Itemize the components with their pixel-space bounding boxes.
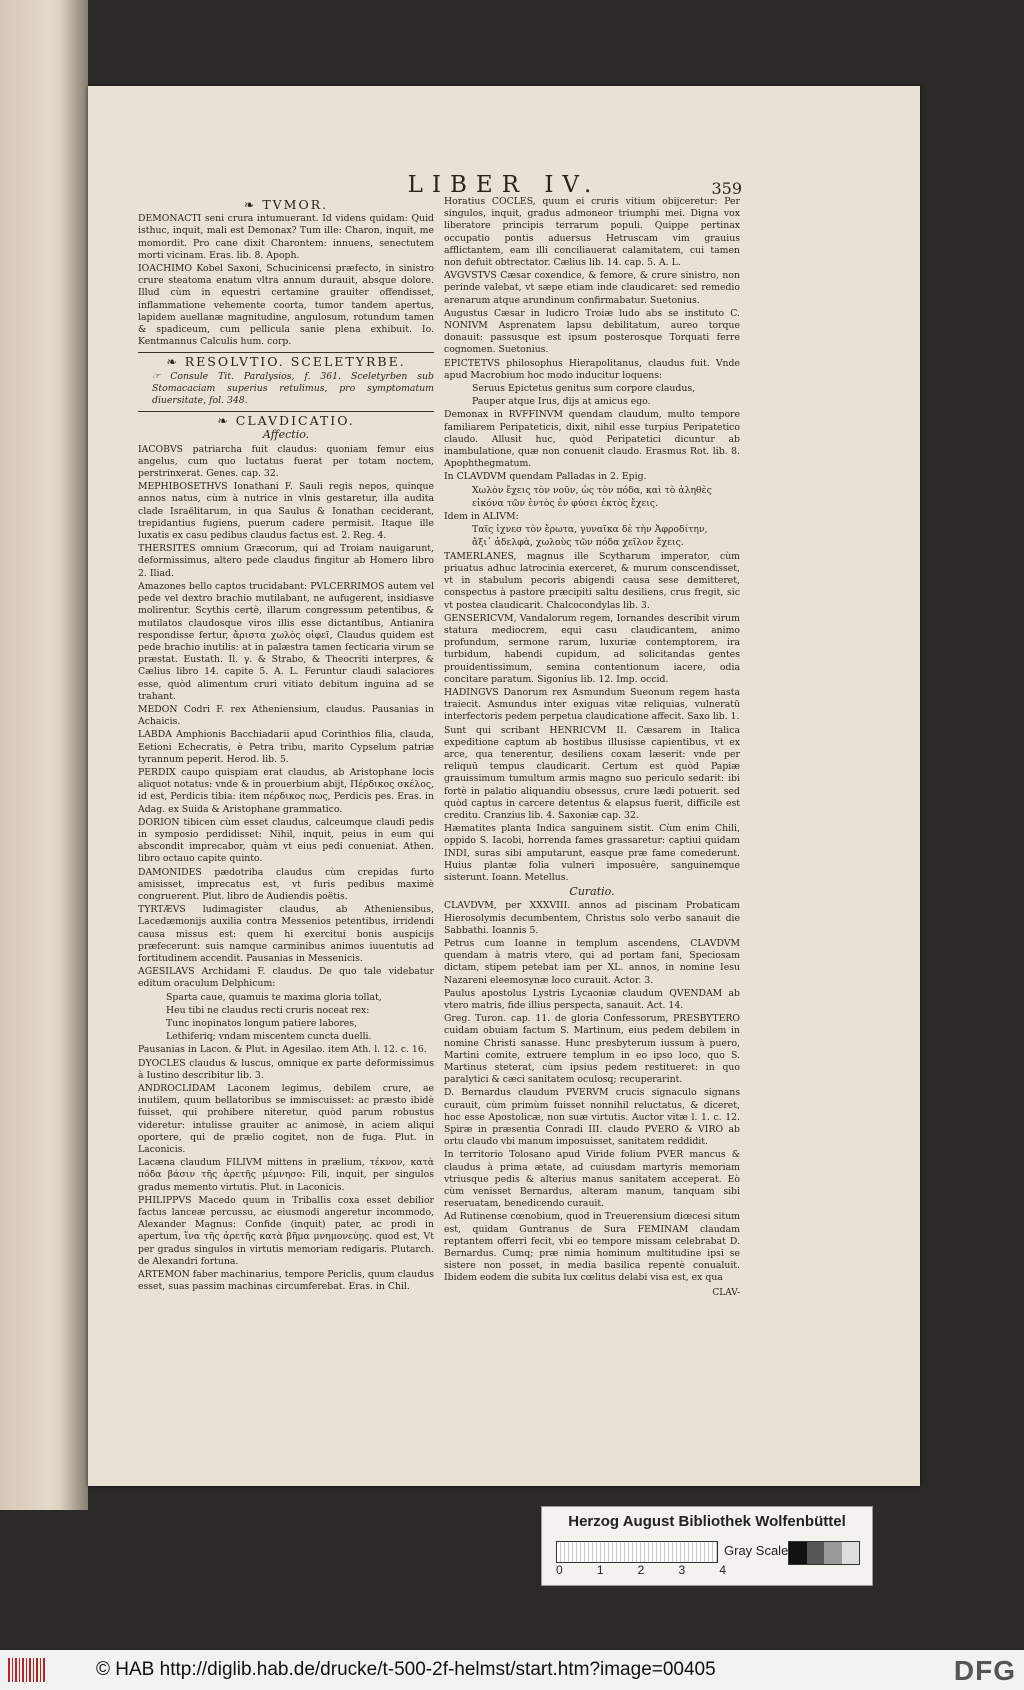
paragraph: DORION tibicen cùm esset claudus, calceumque claudi pedis in symposio perdidisset: Nihil, inquit, peius in eum qui abscondit imprecabor, quàm vt eius pedi conueniat. Athen. libro octauo capite quinto.: [138, 816, 434, 865]
paragraph: Lacæna claudum FILIVM mittens in prælium, τέκνον, κατὰ πόδα βάσιν τῆς ἀρετῆς μέμνησο: Fili, inquit, per singulos gradus memento virtutis. Plut. in Laconicis.: [138, 1157, 434, 1193]
paragraph: Greg. Turon. cap. 11. de gloria Confessorum, PRESBYTERO cuidam obuiam factum S. Martinum, eius pedem debilem in nomine Christi sanasse. Hunc presbyterum iussum à puero, Martini comite, extruere templum in eo ipso loco, quo S. Martinus steterat, cùm ipsius pedem restitueret: in quo paralytici & cæci sanitatem oculosq; recuperarint.: [444, 1013, 740, 1086]
paragraph: In CLAVDVM quendam Palladas in 2. Epig.: [444, 471, 647, 483]
paragraph: THERSITES omnium Græcorum, qui ad Troiam nauigarunt, deformissimus, altero pede claudus fingitur ab Homero libro 2. Iliad.: [138, 543, 434, 579]
scale-tick: 2: [637, 1563, 645, 1577]
left-column: [138, 196, 434, 1294]
paragraph: Augustus Cæsar in ludicro Troiæ ludo abs se instituto C. NONIVM Asprenatem lapsu debilitatum, aureo torque donauit: passusque est ipsum posterosque Torquati ferre cognomen. Suetonius.: [444, 307, 740, 356]
paragraph: TAMERLANES, magnus ille Scytharum imperator, cùm priuatus adhuc latrocinia exerceret, & murum conscendisset, vt in stabulum pecoris abigendi causa sese demitteret, conspectus à pastore præcipiti saltu desiliens, crus fregit, sic vt postea claudicarit. Chalcocondylas lib. 3.: [444, 550, 740, 611]
paragraph: D. Bernardus claudum PVERVM crucis signaculo signans curauit, cùm primùm fuisset nonnihil reluctatus, & diceret, hoc esse Apostolicæ, non suæ virtutis. Auctor vitæ l. 1. c. 12. Spiræ in præsentia Conradi III. claudo PVERO & VIRO ab ortu claudo vbi manum imposuisset, sanitatem reddidit.: [444, 1087, 740, 1148]
paragraph: GENSERICVM, Vandalorum regem, Iornandes describit virum statura mediocrem, equi casu claudicantem, animo profundum, sermone rarum, luxuriæ contemptorem, ira turbidum, habendi cupidum, ad solicitandas gentes prouidentissimum, semina contentionum iacere, odia concitare paratum. Sigonius lib. 12. Imp. occid.: [444, 612, 740, 685]
subheading-affectio: Affectio.: [262, 428, 310, 442]
scale-tick: 4: [719, 1563, 726, 1577]
paragraph: Sunt qui scribant HENRICVM II. Cæsarem in Italica expeditione captum ab hostibus illusisse capientibus, vt ex arce, qua tenerentur, desiliens coxam læserit: vnde per reliquū tempus claudicarit. Certum est quòd Papiæ grauissimum tumultum armis magno suo periculo sedarit: ibi fortè in palatio aliquandiu obsessus, crure lædi potuerit. sed quòd captus in carcere detentus & elapsus fuerit, difficile est creditu. Cranzius lib. 4. Saxoniæ cap. 32.: [444, 724, 740, 821]
scale-tick: 1: [596, 1563, 604, 1577]
paragraph: Hæmatites planta Indica sanguinem sistit. Cùm enim Chili, oppido S. Iacobi, horrenda fames grassaretur: captiui quidam INDI, suras sibi amputarunt, easque præ fame comederunt. Huius plantæ folia vulneri imposuêre, sanguinemque sisterunt. Ioann. Metellus.: [444, 823, 740, 883]
scale-ticks: [556, 1563, 726, 1577]
section-heading-resolutio: ❧ RESOLVTIO. SCELETYRBE.: [166, 354, 406, 370]
paragraph: IOACHIMO Kobel Saxoni, Schucinicensi præfecto, in sinistro crure steatoma enatum vltra annum durauit, absque dolore. Illud cùm in equestri certamine grauiter offendisset, inflammatione vehemente coorta, tumor tandem apertus, lapidem auellanæ magnitudine, angulosum, rotundum tamen & spadiceum, cum pellicula sanie plena exhibuit. Io. Kentmannus Calculis hum. corp.: [138, 263, 434, 348]
paragraph: MEDON Codri F. rex Atheniensium, claudus. Pausanias in Achaicis.: [138, 703, 434, 728]
paragraph: PHILIPPVS Macedo quum in Triballis coxa esset debilior factus lanceæ percussu, ac eiusmodi angeretur incommodo, Alexander Magnus: Confide (inquit) pater, ac prodi in apertum, ἵνα τῆς ἀρετῆς κατὰ βῆμα μνημονεύῃς. quod est, Vt per gradus singulos in virtutis memoriam redigaris. Plutarch. de Alexandri fortuna.: [138, 1194, 434, 1267]
barcode-icon: [8, 1658, 46, 1682]
paragraph: EPICTETVS philosophus Hierapolitanus, claudus fuit. Vnde apud Macrobium hoc modo inducitur loquens:: [444, 357, 740, 381]
paragraph: AVGVSTVS Cæsar coxendice, & femore, & crure sinistro, non perinde valebat, vt sæpe etiam inde claudicaret: sed remedio arenarum atque arundinum confirmabatur. Suetonius.: [444, 270, 740, 306]
scale-tick: 0: [556, 1563, 563, 1577]
library-stamp: [541, 1506, 873, 1586]
divider: [138, 411, 434, 412]
paragraph: Horatius COCLES, quum ei cruris vitium obijceretur: Per singulos, inquit, gradus admoneor triumphi mei. Digna vox liberatore principis terrarum populi. Quippe pertinax occupatio pontis aduersus Hetruscam vim grauius afflictantem, eam illi conciliauerat calamitatem, cui tamen non defuit obtrectator. Cælius lib. 14. cap. 5. A. L.: [444, 196, 740, 269]
paragraph: AGESILAVS Archidami F. claudus. De quo tale videbatur editum oraculum Delphicum:: [138, 966, 434, 990]
paragraph: Paulus apostolus Lystris Lycaoniæ claudum QVENDAM ab vtero matris, fide illius perspecta, sanauit. Act. 14.: [444, 987, 740, 1011]
paragraph: MEPHIBOSETHVS Ionathani F. Sauli regis nepos, quinque annos natus, cùm à nutrice in vlnis gestaretur, illa audita clade Israëlitarum, in qua Saulus & Ionathan ceciderant, trepidantius fugiens, puerum cadere permisit. Itaque ille luxatis ex casu pedibus claudus factus est. 2. Reg. 4.: [138, 481, 434, 542]
scale-tick: 3: [678, 1563, 686, 1577]
library-name: Herzog August Bibliothek Wolfenbüttel: [568, 1513, 846, 1530]
previous-page-edge: [0, 0, 88, 1510]
page-gutter: [60, 0, 88, 1510]
verse-line: Pauper atque Irus, dijs at amicus ego.: [472, 396, 651, 408]
paragraph: LABDA Amphionis Bacchiadarii apud Corinthios filia, clauda, Eetioni Echecratis, è Petra tribu, marito Cypselum patriæ tyrannum peperit. Herod. lib. 5.: [138, 729, 434, 765]
subheading-curatio: Curatio.: [569, 885, 615, 899]
verse-line: Heu tibi ne claudus recti cruris noceat rex:: [166, 1004, 370, 1016]
paragraph: Amazones bello captos trucidabant: PVLCERRIMOS autem vel pede vel dextro brachio mutilabant, ne aufugerent, insidiasve molirentur. Scythis certè, illarum congressum petentibus, & mutilatos claudosque viros illis esse dictantibus, Antianira respondisse fertur, ἄριστα χωλὸς οἰφεῖ, Claudus quidem est pede brachio inutilis: at in palæstra tamen fecticaria virum se præstat. Eustath. Il. γ. & Strabo, & Theocriti interpres, & Cælius libro 14. capite 5. A. L. Feruntur claudi salaciores esse, quòd alimentum cruri vitiato debitum inguina ad se trahant.: [138, 580, 434, 702]
section-heading-tumor: ❧ TVMOR.: [243, 197, 329, 212]
paragraph: TYRTÆVS ludimagister claudus, ab Atheniensibus, Lacedæmonijs auxilia contra Messenios petentibus, irridendi causa missus est: quem hi exercitui bonis auspicijs præfecerunt: suis namque carminibus animos iuuentutis ad fortitudinem accendit. Pausanias in Messenicis.: [138, 904, 434, 964]
paragraph: In territorio Tolosano apud Viride folium PVER mancus & claudus à prima ætate, ad cuiusdam martyris memoriam vtriusque pedis & alterius manus sanitatem acceperat. Eò cùm venisset Bernardus, alteram manum, tanquam sibi reseruatam, benedicendo curauit.: [444, 1149, 740, 1210]
paragraph: DYOCLES claudus & luscus, omnique ex parte deformissimus à Iustino describitur lib. 3.: [138, 1057, 434, 1081]
greek-verse: ἄξι᾽ ἀδελφὰ, χωλοὺς τῶν πόδα χεῖλον ἔχεις.: [472, 537, 684, 549]
paragraph: ANDROCLIDAM Laconem legimus, debilem crure, ae inutilem, quum bellatoribus se immiscuisset: ac præsto ibidè fuisset, qui prohibere niteretur, quòd parum robustus videretur: intulisse grauiter ac animosè, in aciem aliqui oportere, qui de prælio cogitet, non de fuga. Plut. in Laconicis.: [138, 1083, 434, 1156]
paragraph: Pausanias in Lacon. & Plut. in Agesilao. item Ath. l. 12. c. 16.: [138, 1044, 427, 1056]
viewer-footer: [0, 1650, 1024, 1690]
right-column: [444, 196, 740, 1299]
section-heading-claudicatio: ❧ CLAVDICATIO.: [217, 413, 355, 429]
book-page: [88, 86, 920, 1486]
greek-verse: Ταῖς ἰχνεσ τὸν ἔρωτα, γυναῖκα δὲ τὴν Ἀφροδίτην,: [472, 524, 708, 536]
gray-scale-label: Gray Scale: [724, 1543, 789, 1558]
paragraph: DAMONIDES pædotriba claudus cùm crepidas furto amisisset, imprecatus est, vt furis pedibus maximè congruerent. Plut. libro de Audiendis poëtis.: [138, 866, 434, 902]
paragraph: Idem in ALIVM:: [444, 511, 519, 523]
paragraph: Demonax in RVFFINVM quendam claudum, multo tempore familiarem Peripateticis, dixit, nihil esse turpius Peripatetico claudo. Allusit huc, quòd Peripatetici dicuntur ab inambulatione, quæ non conuenit claudo. Erasmus Rot. lib. 8. Apophthegmatum.: [444, 409, 740, 470]
paragraph: HADINGVS Danorum rex Asmundum Sueonum regem hasta traiecit. Asmundus inter exiguas vitæ reliquias, vulneratū interfectoris pedem perpetua claudicatione affecit. Saxo lib. 1.: [444, 686, 740, 723]
dfg-logo: DFG: [953, 1655, 1016, 1686]
paragraph: PERDIX caupo quispiam erat claudus, ab Aristophane locis aliquot notatus: vnde & in prouerbium abijt, Πέρδικος σκέλος, id est, Perdicis tibia: item πέρδικος πως, Perdicis pes. Eras. in Adag. ex Suida & Aristophane grammatico.: [138, 766, 434, 815]
greek-verse: Χωλὸν ἔχεις τὸν νοῦν, ὡς τὸν πόδα, καὶ τὸ ἀληθὲς: [472, 484, 712, 496]
page-number: 359: [711, 179, 742, 198]
cross-reference: ☞ Consule Tit. Paralysios, f. 361. Sceletyrben sub Stomacaciam superius retulimus, pro symptomatum diuersitate, fol. 348.: [152, 370, 434, 407]
paragraph: ARTEMON faber machinarius, tempore Periclis, quum claudus esset, suas passim machinas circumferebat. Eras. in Chil.: [138, 1269, 434, 1293]
paragraph: DEMONACTI seni crura intumuerant. Id videns quidam: Quid isthuc, inquit, mali est Demonax? Tum ille: Charon, inquit, me momordit. Pro cane dixit Charontem: innuens, senectutem morti vicinam. Eras. lib. 8. Apoph.: [138, 213, 434, 261]
paragraph: Petrus cum Ioanne in templum ascendens, CLAVDVM quendam à matris vtero, qui ad portam fani, Speciosam dictam, stipem petebat iam per XL. annos, in nomine Iesu Nazareni eleemosynæ loco curauit. Actor. 3.: [444, 937, 740, 986]
verse-line: Seruus Epictetus genitus sum corpore claudus,: [472, 383, 696, 395]
divider: [138, 352, 434, 353]
verse-line: Tunc inopinatos longum patiere labores,: [166, 1018, 358, 1029]
paragraph: Ad Rutinense cœnobium, quod in Treuerensium diœcesi situm est, quidam Guntranus de Sura FEMINAM claudam reptantem offerri fecit, vbi eo tempore missam celebrabat D. Bernardus. Cumq; præ nimia hominum multitudine ipsi se sistere non posset, in media basilica repentè conualuit. Ibidem eodem die subita lux cœlitus delabi visa est, ex qua: [444, 1211, 740, 1284]
paragraph: IACOBVS patriarcha fuit claudus: quoniam femur eius angelus, cum quo luctatus fuerat per totam noctem, perstrinxerat. Genes. cap. 32.: [138, 443, 434, 480]
scale-ruler: [556, 1541, 718, 1563]
paragraph: CLAVDVM, per XXXVIII. annos ad piscinam Probaticam Hierosolymis decumbentem, Christus solo verbo sanauit die Sabbathi. Ioannis 5.: [444, 900, 740, 936]
page-title: LIBER IV.: [407, 172, 601, 198]
verse-line: Sparta caue, quamuis te maxima gloria tollat,: [166, 991, 382, 1003]
catchword: CLAV-: [712, 1287, 740, 1298]
gray-scale-patches: [788, 1541, 860, 1565]
greek-verse: εἰκόνα τῶν ἐντὸς ἐν φύσει ἐκτὸς ἔχεις.: [472, 497, 659, 509]
verse-line: Lethiferiq; vndam miscentem cuncta duelli.: [166, 1031, 372, 1043]
copyright-url[interactable]: © HAB http://diglib.hab.de/drucke/t-500-2f-helmst/start.htm?image=00405: [96, 1659, 716, 1680]
